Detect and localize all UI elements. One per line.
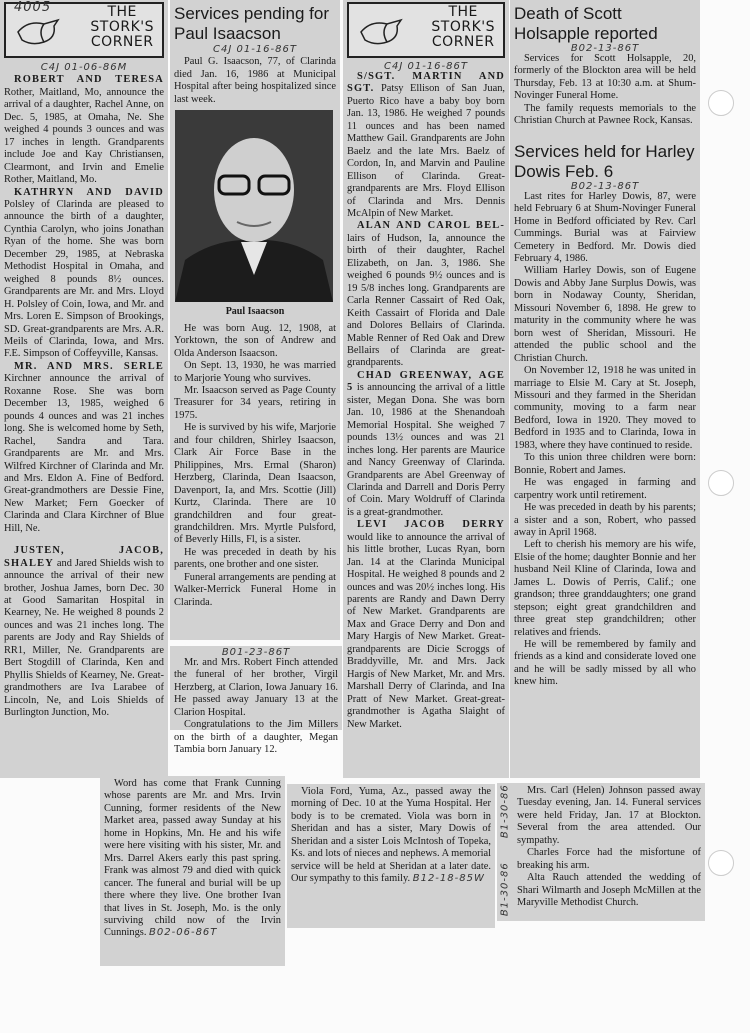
binder-hole	[708, 90, 734, 116]
obituary-paragraph: He was born Aug. 12, 1908, at Yorktown, the son of Andrew and Olda Anderson Isaacson.	[174, 322, 336, 359]
clipping-johnson-news	[497, 783, 705, 921]
announcement-lead: ALAN AND CAROL BEL-	[357, 220, 505, 232]
announcement-lead: LEVI JACOB DERRY	[357, 519, 505, 531]
obituary-paragraph: He will be remembered by family and friends as a kind and considerate loved one and he will be sadly missed by all who knew him.	[514, 639, 696, 688]
news-text: Viola Ford, Yuma, Az., passed away the morning of Dec. 10 at the Yuma Hospital. Her body is to be cremated. Viola was born in Sheridan and has a sister, Mary Dowis of Sheridan and a sister Lois McIntosh of Topeka, Ks. and lots of nieces and nephews. A memorial service will be held at Sheridan at a later date. Our sympathy to this family.	[291, 786, 491, 885]
portrait-figure-icon	[175, 110, 333, 302]
birth-announcement	[4, 361, 164, 535]
news-paragraph: Congratulations to the Jim Millers on the birth of a daughter, Megan Tambia born January 12.	[174, 719, 338, 756]
birth-announcement	[347, 71, 505, 220]
birth-announcement	[347, 370, 505, 519]
masthead-line: CORNER	[90, 34, 154, 50]
binder-hole	[708, 850, 734, 876]
clipping-storks-corner-right	[343, 0, 509, 778]
obituary-paragraph: On Sept. 13, 1930, he was married to Marjorie Young who survives.	[174, 360, 336, 384]
announcement-lead: MR. AND MRS. SERLE	[14, 360, 164, 372]
handwritten-date: B01-23-86T	[221, 647, 291, 658]
announcement-text: is announcing the arrival of a little sister, Megan Dona. She was born Jan. 10, 1986 at the Shenandoah Memorial Hospital. She weighed 7 pounds 13½ ounces and was 21 inches long. Her parents are Maurice and Nancy Greenway of Clarinda. Grandparents are Abel Greenway of Clarinda and Darrell and Doris Perry of Coin. Mary Woldruff of Clarinda is a great-grandmother.	[347, 382, 505, 518]
news-paragraph	[104, 778, 281, 940]
masthead-line: THE	[448, 4, 478, 20]
obituary-paragraph: Last rites for Harley Dowis, 87, were held February 6 at Shum-Novinger Funeral Home in Bedford officiated by Rev. Carl Cummings. Burial was at Fairview Cemetery in Bedford. Mr. Dowis died February 4, 1986.	[514, 190, 696, 264]
birth-announcement	[4, 74, 164, 186]
obituary-paragraph: Services for Scott Holsapple, 20, formerly of the Blockton area will be held Thursday, Feb. 13 at 10:30 a.m. at Shum-Novinger Funeral Home.	[514, 53, 696, 102]
announcement-text: Rother, Maitland, Mo, announce the arrival of a daughter, Rachel Anne, on Dec. 5, 1985, at Omaha, Ne. She weighed 4 pounds 3 ounces and was 17 inches in length. Grandparents include Joe and Kay Christiansen, Clearmont, and Irvin and Emelie Rother, Maitland, Mo.	[4, 86, 164, 186]
news-paragraph: Mrs. Carl (Helen) Johnson passed away Tuesday evening, Jan. 14. Funeral services were held Friday, Jan. 17 at Blockton. Several from the area attended. Our sympathy.	[517, 785, 701, 846]
news-paragraph	[291, 786, 491, 886]
masthead-line: STORK'S	[431, 19, 495, 35]
storks-corner-masthead	[4, 2, 164, 58]
handwritten-date: C4J 01-16-86T	[384, 61, 468, 72]
clipping-isaacson-obituary	[170, 0, 340, 640]
news-paragraph: Mr. and Mrs. Robert Finch attended the funeral of her brother, Virgil Herzberg, at Clarion, Iowa January 16. He passed away January 13 at the Clarion Hospital.	[174, 657, 338, 718]
masthead-title	[431, 5, 495, 50]
handwritten-date: B02-13-86T	[570, 43, 640, 54]
birth-announcement	[4, 187, 164, 361]
obituary-intro: Paul G. Isaacson, 77, of Clarinda died Jan. 16, 1986 at Municipal Hospital after being hospitalized since last week.	[174, 56, 336, 105]
announcement-lead: CHAD GREENWAY, AGE 5	[347, 369, 505, 394]
announcement-lead: ROBERT AND TERESA	[14, 74, 164, 86]
announcement-text: lairs of Hudson, Ia, announce the birth of their daughter, Rachel Elizabeth, on Jan. 3, 1986. She weighed 6 pounds 9½ ounces and is 19 5/8 inches long. Grandparents are Carla Renner Cassairt of Red Oak, Keith Cassairt of Florida and Dale and Dolores Bellairs of Clarinda. Mable Renner of Red Oak and Drew Bellairs of Clarinda are great-grandparents.	[347, 232, 505, 369]
handwritten-date: B12-18-85W	[412, 873, 485, 885]
obituary-paragraph: He is survived by his wife, Marjorie and four children, Shirley Isaacson, Clark Air Force Base in the Philippines, Mrs. Ermal (Sharon) Herzberg, Clarinda, Dean Isaacson, Davenport, Ia, and Mrs. Scottie (Jill) Kurtz, Clarinda. There are 10 grandchildren and four great-grandchildren. Mrs. Myrtle Pulsford, of Beverly Hills, Fl, is a sister.	[174, 422, 336, 546]
birth-announcement	[4, 545, 164, 719]
announcement-text: Patsy Ellison of San Juan, Puerto Rico have a baby boy born Jan. 13, 1986. He weighed 7 pounds 11 ounces and has been named Matthew Gail. Grandparents are John Baelz and the late Mrs. Baelz of Cordon, In, and Marvin and Pauline Ellison of Clarinda. Great-grandparents are Mrs. Floyd Ellison of Clarinda and Mrs. Dennis McAlpin of New Market.	[347, 83, 505, 219]
masthead-line: CORNER	[431, 34, 495, 50]
headline: Services held for Harley Dowis Feb. 6	[514, 141, 695, 181]
announcement-lead: KATHRYN AND DAVID	[14, 186, 164, 198]
storks-corner-masthead	[347, 2, 505, 58]
headline: Services pending for Paul Isaacson	[174, 4, 329, 43]
obituary-paragraph: He was engaged in farming and carpentry work until retirement.	[514, 477, 696, 501]
handwritten-date: B02-13-86T	[570, 180, 640, 192]
announcement-text: would like to announce the arrival of his little brother, Lucas Ryan, born Jan. 14 at the Clarinda Municipal Hospital. He weighed 8 pounds and 2 ounces and was 20½ inches long. His parents are Randy and Dawn Derry of New Market. Grandparents are Max and Grace Derry and Don and Mary Hargis of New Market. Great-grandparents are Dicie Scroggs of Braddyville, Mr. and Mrs. Jack Hargis of New Market, Mr. and Mrs. Marshall Derry of Clarinda, and Ina Pratt of New Market. Great-great-grandmother is Agatha Slaight of New Market.	[347, 531, 505, 730]
clipping-cunning-news	[100, 776, 285, 966]
announcement-text: Polsley of Clarinda are pleased to announce the birth of a daughter, Cynthia Carolyn, who joins Jonathan Ryan of the home. She was born December 29, 1985, at Nebraska Methodist Hospital in Omaha, and weighed 8 pounds 8½ ounces. Grandparents are Mr. and Mrs. Lloyd H. Polsley of Coin, Iowa, and Mr. and Mrs. Loren E. Simpson of Brookings, SD. Great-grandparents are Mrs. A.R. Meils of Clarinda, Iowa, and Mrs. F.E. Simpson of Coffeyville, Kansas.	[4, 198, 164, 360]
clipping-storks-corner-left	[0, 0, 168, 778]
handwritten-date: B1-30-86	[499, 784, 511, 839]
obituary-paragraph: Funeral arrangements are pending at Walker-Merrick Funeral Home in Clarinda.	[174, 571, 336, 608]
handwritten-note: 4005	[14, 0, 52, 15]
stork-icon	[14, 12, 64, 50]
announcement-text: and Jared Shields wish to announce the arrival of their new brother, Joshua James, born Dec. 30 at Good Samaritan Hospital in Kearney, Ne. He weighed 8 pounds 2 ounces and was 21 inches long. The parents are Jody and Ray Shields of RR1, Miller, Ne. Grandparents are Bert Stogdill of Clarinda, Ken and Phyllis Shields of Kearney, Ne. Great-grandmothers are Iva Larabee of Lincoln, Ne, and Lois Shields of Burlington Junction, Mo.	[4, 557, 164, 719]
news-text: Word has come that Frank Cunning whose parents are Mr. and Mrs. Irvin Cunning, former residents of the New Market area, passed away Sunday at his home in Hopkins, Mn. He and his wife were here visiting with his sister, Mr. and Mrs. Darrel Akers early this past spring. Frank was almost 79 and died with quick cancer. The funeral and burial will be up there where they live. One brother Ivan that lives in St. Joseph, Mo. is the only surviving child now of the Irvin Cunnings.	[104, 778, 281, 939]
obituary-paragraph: William Harley Dowis, son of Eugene Dowis and Abby Jane Surplus Dowis, was born in Nodaway County, Sheridan, Missouri November 6, 1898. He grew to maturity in the community where he was born west of Sheridan, Missouri. He attended the public school and the Christian Church.	[514, 265, 696, 364]
handwritten-date: B02-06-86T	[149, 927, 218, 939]
obituary-paragraph: On November 12, 1918 he was united in marriage to Elsie M. Cary at St. Joseph, Missouri and they farmed in the Sheridan community, moving to a farm near Bedford, Iowa in 1920. They moved to Bedford in 1935 and to Clarinda, Iowa in 1983, where they have continued to reside.	[514, 365, 696, 451]
birth-announcement	[347, 519, 505, 731]
announcement-lead: S/SGT. MARTIN AND SGT.	[347, 71, 505, 95]
masthead-title	[90, 5, 154, 50]
binder-hole	[708, 470, 734, 496]
handwritten-date: B1-30-86	[499, 862, 511, 917]
clipping-ford-news	[287, 784, 495, 928]
handwritten-date: C4J 01-06-86M	[40, 62, 128, 73]
stork-icon	[357, 12, 407, 50]
masthead-line: STORK'S	[90, 19, 154, 35]
clipping-finch-news	[170, 646, 342, 756]
clipping-holsapple-dowis	[510, 0, 700, 778]
portrait-photo	[175, 110, 333, 302]
obituary-paragraph: To this union three children were born: Bonnie, Robert and James.	[514, 452, 696, 476]
handwritten-date: C4J 01-16-86T	[213, 44, 297, 55]
obituary-paragraph: He was preceded in death by his parents, one brother and one sister.	[174, 546, 336, 571]
headline: Death of Scott Holsapple reported	[514, 4, 658, 43]
obituary-paragraph: Mr. Isaacson served as Page County Treasurer for 34 years, retiring in 1975.	[174, 384, 336, 421]
news-paragraph: Alta Rauch attended the wedding of Shari Wilmarth and Joseph McMillen at the Maryville Methodist Church.	[517, 872, 701, 909]
obituary-paragraph: He was preceded in death by his parents; a sister and a son, Robert, who passed away in April 1968.	[514, 502, 696, 538]
birth-announcement	[347, 220, 505, 369]
announcement-lead: JUSTEN, JACOB, SHALEY	[4, 545, 164, 569]
obituary-paragraph: The family requests memorials to the Christian Church at Pawnee Rock, Kansas.	[514, 102, 696, 127]
photo-caption: Paul Isaacson	[225, 306, 285, 318]
obituary-paragraph: Left to cherish his memory are his wife, Elsie of the home; daughter Bonnie and her husband Neil Kline of Clarinda, Iowa and James L. Dowis of Perris, Calif.; one grandson; three granddaughters; one grand stepson; eight great grandchildren and three great step grandchildren; other relatives and friends.	[514, 539, 696, 638]
announcement-text: Kirchner announce the arrival of Roxanne Rose. She was born December 13, 1985, weighed 6 pounds 4 ounces and was 21 inches long. She is welcomed home by Seth, Rachel, Sandra and Tara. Grandparents are Mr. and Mrs. Wilfred Kirchner of Clarinda and Mr. and Mrs. Eldon A. Fine of Bedford. Great-grandmothers are Dessie Fine, New Market; Fern Goecker of Clarinda and Clara Kirchner of Blue Hill, Ne.	[4, 373, 164, 534]
masthead-line: THE	[107, 4, 137, 20]
news-paragraph: Charles Force had the misfortune of breaking his arm.	[517, 847, 701, 871]
